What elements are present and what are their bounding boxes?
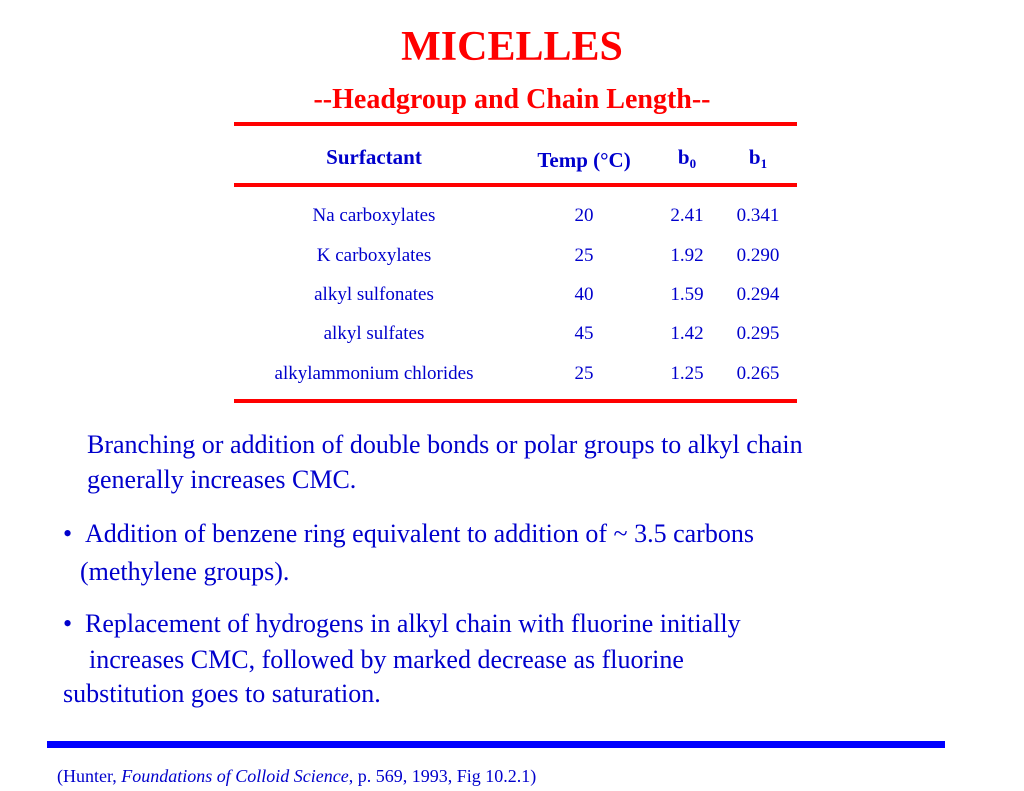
paragraph-line: Replacement of hydrogens in alkyl chain with fluorine initially	[85, 609, 741, 638]
cell-b1: 0.265	[736, 363, 780, 384]
cell-b0: 1.59	[670, 284, 704, 305]
header-temp: Temp (°C)	[537, 148, 631, 172]
paragraph-line: Branching or addition of double bonds or polar groups to alkyl chain	[87, 430, 803, 459]
cell-temp: 25	[574, 245, 594, 266]
cell-b1: 0.294	[736, 284, 780, 305]
cell-surfactant: alkylammonium chlorides	[274, 363, 474, 384]
table-header-rule	[234, 183, 797, 187]
cell-b0: 1.92	[670, 245, 704, 266]
header-b1-sub: 1	[760, 156, 768, 171]
paragraph-line: substitution goes to saturation.	[63, 679, 381, 708]
cell-b0: 1.42	[670, 323, 704, 344]
citation-prefix: (Hunter,	[57, 766, 122, 786]
cell-b1: 0.295	[736, 323, 780, 344]
cell-temp: 20	[574, 205, 594, 226]
cell-surfactant: alkyl sulfonates	[314, 284, 434, 305]
cell-b1: 0.341	[736, 205, 780, 226]
cell-b0: 2.41	[670, 205, 704, 226]
table-bottom-rule	[234, 399, 797, 403]
citation	[57, 765, 536, 787]
header-b0	[657, 144, 717, 177]
cell-surfactant: K carboxylates	[316, 245, 432, 266]
header-b0-sub: 0	[689, 156, 697, 171]
paragraph-line: increases CMC, followed by marked decrease as fluorine	[89, 645, 684, 674]
paragraph-line: (methylene groups).	[80, 557, 290, 586]
header-surfactant: Surfactant	[326, 145, 422, 169]
table-top-rule	[234, 122, 797, 126]
footer-rule	[47, 741, 945, 748]
paragraph-line: generally increases CMC.	[87, 465, 357, 494]
citation-book-title: Foundations of Colloid Science	[121, 766, 349, 786]
cell-b1: 0.290	[736, 245, 780, 266]
slide-title: MICELLES	[401, 24, 623, 70]
cell-b0: 1.25	[670, 363, 704, 384]
slide-subtitle: --Headgroup and Chain Length--	[313, 84, 711, 115]
header-b0-base: b	[677, 145, 690, 169]
header-b1	[728, 144, 788, 177]
cell-temp: 40	[574, 284, 594, 305]
citation-suffix: , p. 569, 1993, Fig 10.2.1)	[348, 766, 537, 786]
bullet-icon: •	[63, 519, 73, 548]
cell-surfactant: alkyl sulfates	[323, 323, 425, 344]
paragraph-line: Addition of benzene ring equivalent to addition of ~ 3.5 carbons	[85, 519, 754, 548]
cell-surfactant: Na carboxylates	[312, 205, 436, 226]
cell-temp: 25	[574, 363, 594, 384]
bullet-icon: •	[63, 609, 73, 638]
header-b1-base: b	[748, 145, 761, 169]
cell-temp: 45	[574, 323, 594, 344]
